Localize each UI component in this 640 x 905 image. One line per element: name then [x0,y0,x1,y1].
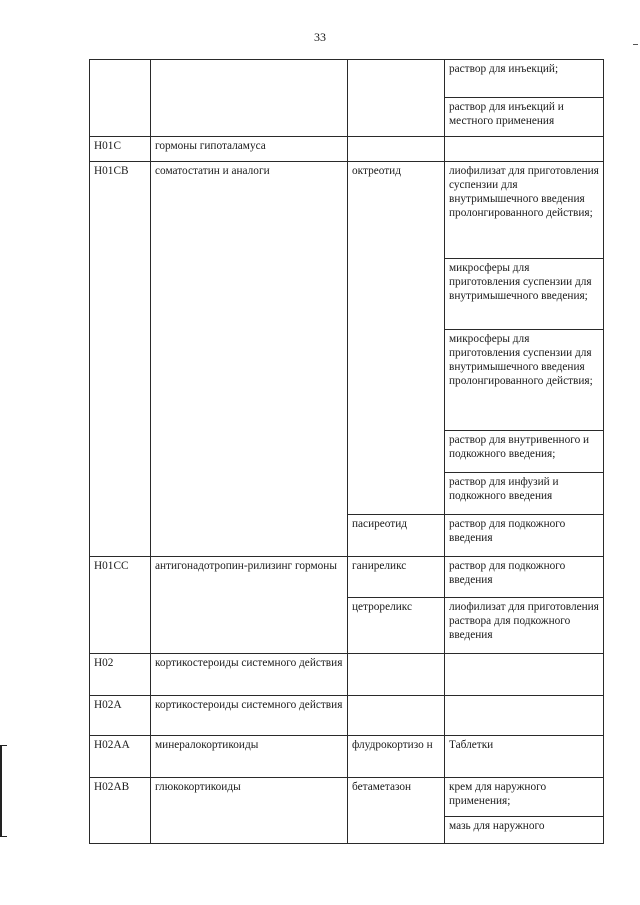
group-cell: кортикостероиды системного действия [151,696,348,736]
code-cell: H02AA [90,736,151,778]
edge-mark [633,44,638,45]
group-cell: минералокортикоиды [151,736,348,778]
form-cell: раствор для внутривенного и подкожного введения; [445,431,604,473]
drug-cell [348,60,445,137]
form-cell: микросферы для приготовления суспензии для внутримышечного введения пролонгированного действия; [445,330,604,431]
form-cell: раствор для подкожного введения [445,515,604,557]
code-cell [90,60,151,137]
form-cell: раствор для инфузий и подкожного введения [445,473,604,515]
drug-cell [348,137,445,162]
drug-cell [348,654,445,696]
form-cell: мазь для наружного [445,817,604,844]
code-cell: H01CC [90,557,151,654]
table-row [90,654,604,696]
table-row [90,736,604,778]
drug-cell: ганиреликс [348,557,445,598]
group-cell: антигонадотропин-рилизинг гормоны [151,557,348,654]
drug-cell: октреотид [348,162,445,515]
drug-cell: флудрокортизо н [348,736,445,778]
form-cell: лиофилизат для приготовления раствора для подкожного введения [445,598,604,654]
table-row [90,137,604,162]
group-cell [151,60,348,137]
table-row [90,60,604,98]
drug-cell: цетрореликс [348,598,445,654]
binding-mark [0,745,7,837]
form-cell: раствор для подкожного введения [445,557,604,598]
drug-cell: бетаметазон [348,778,445,844]
form-cell [445,654,604,696]
form-cell [445,696,604,736]
drug-cell: пасиреотид [348,515,445,557]
form-cell: микросферы для приготовления суспензии для внутримышечного введения; [445,259,604,330]
code-cell: H01CB [90,162,151,557]
form-cell [445,137,604,162]
table-row [90,162,604,259]
page-number: 33 [314,30,326,44]
form-cell: лиофилизат для приготовления суспензии для внутримышечного введения пролонгированного действия; [445,162,604,259]
form-cell: раствор для инъекций и местного применения [445,98,604,137]
table-row [90,696,604,736]
code-cell: H02 [90,654,151,696]
code-cell: H02AB [90,778,151,844]
group-cell: соматостатин и аналоги [151,162,348,557]
form-cell: крем для наружного применения; [445,778,604,817]
group-cell: кортикостероиды системного действия [151,654,348,696]
drug-cell [348,696,445,736]
drug-table [89,59,604,844]
group-cell: глюкокортикоиды [151,778,348,844]
code-cell: H01C [90,137,151,162]
form-cell: раствор для инъекций; [445,60,604,98]
table-row [90,778,604,817]
form-cell: Таблетки [445,736,604,778]
code-cell: H02A [90,696,151,736]
group-cell: гормоны гипоталамуса [151,137,348,162]
table-row [90,557,604,598]
